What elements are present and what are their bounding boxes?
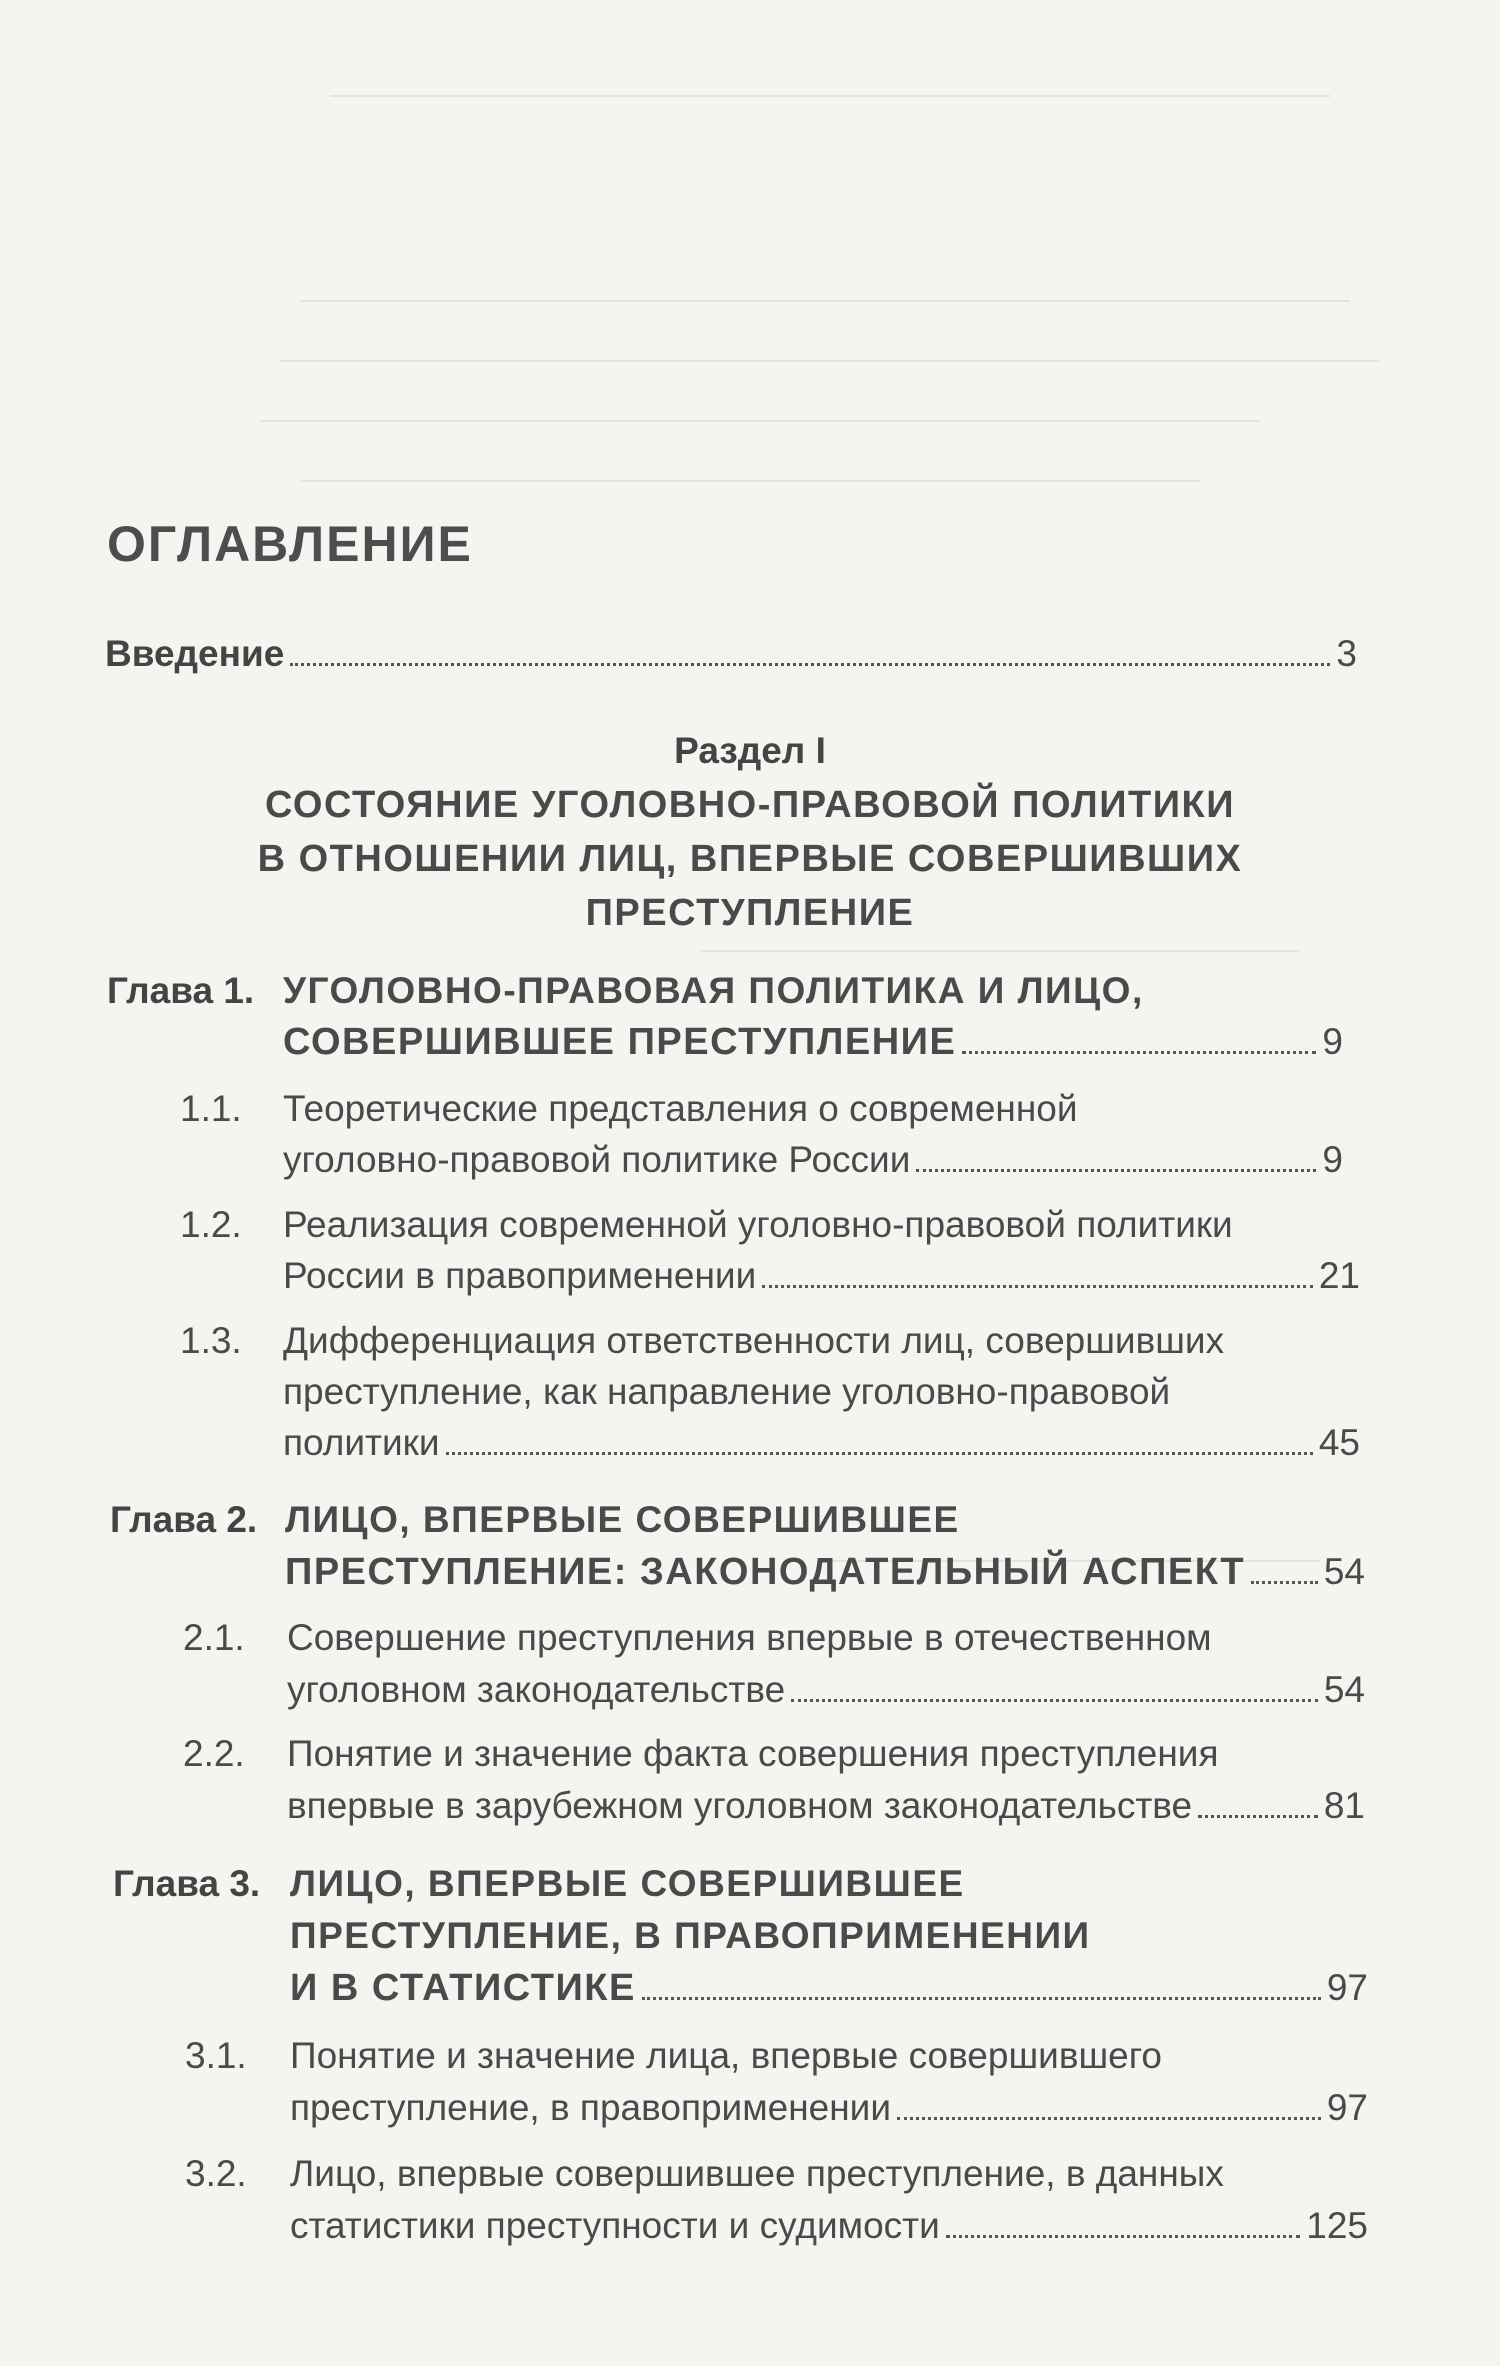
chapter-title-line: ЛИЦО, ВПЕРВЫЕ СОВЕРШИВШЕЕ (285, 1499, 960, 1540)
chapter-title-line: И В СТАТИСТИКЕ (290, 1967, 636, 2009)
dot-leader (962, 1051, 1316, 1054)
section-title-line: ПРЕСТУПЛЕНИЕ (585, 892, 915, 934)
chapter-title-last-line (290, 1962, 1368, 2014)
dot-leader (290, 663, 1330, 666)
dot-leader (791, 1699, 1318, 1702)
subsection-title-line: уголовно-правовой политике России (283, 1139, 911, 1180)
subsection-title-line: Теоретические представления о современной (283, 1088, 1078, 1129)
subsection-title-line: Понятие и значение факта совершения преступления (287, 1733, 1219, 1774)
page-number: 9 (1322, 1139, 1343, 1180)
page-number: 81 (1323, 1785, 1365, 1826)
chapter-title-line: ПРЕСТУПЛЕНИЕ: ЗАКОНОДАТЕЛЬНЫЙ АСПЕКТ (285, 1551, 1246, 1593)
subsection-title-line: преступление, в правоприменении (290, 2087, 892, 2128)
chapter-title-last-line (283, 1016, 1343, 1068)
subsection-number: 1.3. (180, 1320, 242, 1361)
page-number: 45 (1318, 1422, 1360, 1463)
subsection-title-last-line (290, 2200, 1368, 2252)
chapter-title-line: СОВЕРШИВШЕЕ ПРЕСТУПЛЕНИЕ (283, 1021, 957, 1063)
subsection-number: 2.1. (183, 1617, 245, 1658)
section-heading (200, 724, 1300, 940)
dot-leader (897, 2117, 1321, 2120)
page-number: 125 (1306, 2205, 1368, 2246)
page-number: 3 (1336, 633, 1357, 674)
subsection-number: 2.2. (183, 1733, 245, 1774)
subsection-title-line: впервые в зарубежном уголовном законодательстве (287, 1785, 1193, 1826)
chapter-title-line: ЛИЦО, ВПЕРВЫЕ СОВЕРШИВШЕЕ (290, 1863, 965, 1904)
dot-leader (1251, 1581, 1318, 1584)
dot-leader (762, 1285, 1313, 1288)
subsection-title-last-line (283, 1250, 1360, 1302)
page-number: 9 (1322, 1021, 1343, 1062)
subsection-title-line: Лицо, впервые совершившее преступление, в данных (290, 2153, 1224, 2194)
chapter-label: Глава 3. (113, 1863, 261, 1904)
subsection-title-line: Дифференциация ответственности лиц, совершивших (283, 1320, 1225, 1361)
subsection-title-last-line (287, 1780, 1365, 1832)
chapter-label: Глава 1. (107, 970, 255, 1011)
subsection-title-last-line (283, 1417, 1360, 1469)
page-number: 54 (1323, 1669, 1365, 1710)
page-number: 97 (1326, 1967, 1368, 2008)
dot-leader (916, 1169, 1316, 1172)
chapter-label: Глава 2. (110, 1499, 258, 1540)
page-number: 97 (1326, 2087, 1368, 2128)
intro-label: Введение (105, 633, 285, 674)
dot-leader (946, 2235, 1301, 2238)
subsection-title-line: уголовном законодательстве (287, 1669, 786, 1710)
subsection-title-last-line (283, 1134, 1343, 1186)
subsection-number: 1.1. (180, 1088, 242, 1129)
intro-entry[interactable] (105, 628, 1357, 680)
subsection-number: 3.2. (185, 2153, 247, 2194)
chapter-title-line: УГОЛОВНО-ПРАВОВАЯ ПОЛИТИКА И ЛИЦО, (283, 970, 1144, 1011)
toc-title: ОГЛАВЛЕНИЕ (107, 516, 473, 572)
dot-leader (642, 1997, 1321, 2000)
page-number: 21 (1318, 1255, 1360, 1296)
subsection-title-line: Понятие и значение лица, впервые совершившего (290, 2035, 1162, 2076)
subsection-title-line: России в правоприменении (283, 1255, 757, 1296)
chapter-title-line: ПРЕСТУПЛЕНИЕ, В ПРАВОПРИМЕНЕНИИ (290, 1915, 1091, 1956)
page-number: 54 (1323, 1551, 1365, 1592)
subsection-title-line: Совершение преступления впервые в отечественном (287, 1617, 1212, 1658)
section-title-line: СОСТОЯНИЕ УГОЛОВНО-ПРАВОВОЙ ПОЛИТИКИ (264, 784, 1236, 826)
subsection-title-line: Реализация современной уголовно-правовой политики (283, 1204, 1233, 1245)
subsection-title-line: преступление, как направление уголовно-правовой (283, 1371, 1171, 1412)
section-title-line: В ОТНОШЕНИИ ЛИЦ, ВПЕРВЫЕ СОВЕРШИВШИХ (257, 838, 1243, 880)
chapter-title-last-line (285, 1546, 1365, 1598)
dot-leader (1198, 1815, 1318, 1818)
subsection-number: 1.2. (180, 1204, 242, 1245)
section-label: Раздел I (674, 730, 826, 771)
subsection-title-line: политики (283, 1422, 440, 1463)
subsection-title-last-line (287, 1664, 1365, 1716)
subsection-number: 3.1. (185, 2035, 247, 2076)
subsection-title-line: статистики преступности и судимости (290, 2205, 940, 2246)
subsection-title-last-line (290, 2082, 1368, 2134)
dot-leader (446, 1452, 1313, 1455)
